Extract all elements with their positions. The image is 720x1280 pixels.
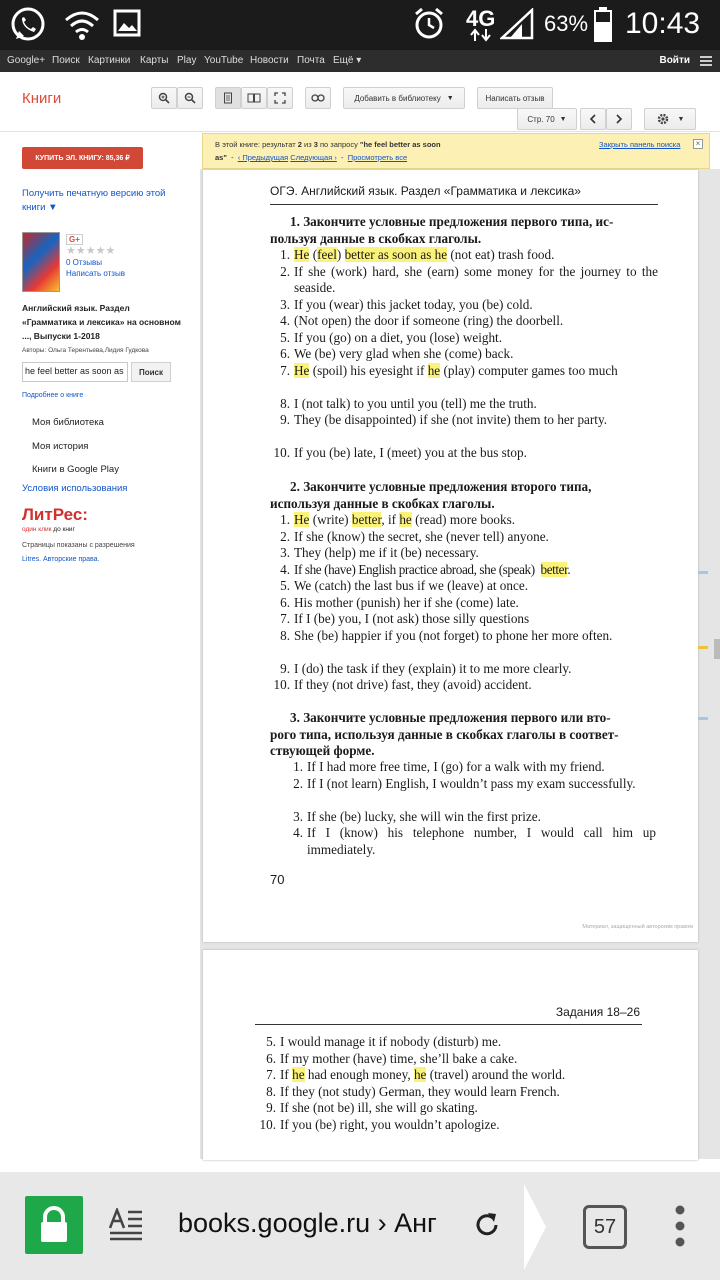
litres-tagline-a: один клик bbox=[22, 526, 52, 533]
ex-1-1: 1. He (feel) better as soon as he (not eat) trash food. bbox=[280, 247, 555, 262]
task-3-exercises-cont bbox=[256, 1034, 636, 1133]
copyright-watermark: Материал, защищенный авторским правом bbox=[582, 924, 693, 930]
gbar-item-play[interactable]: Play bbox=[177, 55, 197, 66]
ex-1-10: 10. If you (be) late, I (meet) you at the bus stop. bbox=[273, 445, 527, 460]
ex-3-2: 2. If I (not learn) English, I wouldn’t pass my exam successfully. bbox=[293, 775, 636, 791]
wifi-question-icon bbox=[64, 8, 100, 42]
litres-logo[interactable]: ЛитРес: bbox=[22, 505, 88, 524]
ex-2-3: 3. They (help) me if it (be) necessary. bbox=[280, 545, 479, 560]
status-bar bbox=[0, 0, 720, 50]
nav-my-history[interactable]: Моя история bbox=[32, 441, 89, 452]
ex-1-8: 8. I (not talk) to you until you (tell) me the truth. bbox=[280, 395, 537, 411]
page-select-label: Стр. 70 bbox=[527, 114, 555, 124]
chevron-right-icon bbox=[615, 114, 623, 124]
task-2-heading bbox=[270, 479, 658, 512]
gbar-item-news[interactable]: Новости bbox=[250, 55, 289, 66]
ex-2-5: 5. We (catch) the last bus if we (leave) at once. bbox=[280, 578, 528, 593]
litres-tagline-b: до книг bbox=[51, 526, 75, 533]
gbar-item-mail[interactable]: Почта bbox=[297, 55, 325, 66]
ex-1-6: 6. We (be) very glad when she (come) back. bbox=[280, 346, 514, 361]
ex-3-6: 6. If my mother (have) time, she’ll bake a cake. bbox=[266, 1050, 518, 1066]
ex-3-8: 8. If they (not study) German, they would learn French. bbox=[266, 1083, 560, 1099]
ex-1-4: 4. (Not open) the door if someone (ring) the doorbell. bbox=[280, 313, 564, 328]
zoom-in-icon bbox=[158, 92, 170, 104]
scroll-marker bbox=[698, 717, 708, 720]
book-title-line-1: Английский язык. Раздел bbox=[22, 303, 130, 313]
results-current: 2 bbox=[297, 140, 302, 149]
link-icon bbox=[311, 93, 325, 103]
write-review-button[interactable] bbox=[477, 87, 553, 109]
permission-line-1: Страницы показаны с разрешения bbox=[22, 542, 135, 549]
search-results-bar bbox=[202, 133, 710, 169]
ex-2-10: 10. If they (not drive) fast, they (avoid) accident. bbox=[273, 677, 532, 692]
gbar-item-maps[interactable]: Карты bbox=[140, 55, 169, 66]
gbar-item-more[interactable] bbox=[333, 55, 361, 66]
results-query-end: as" bbox=[215, 153, 227, 162]
books-brand[interactable]: Книги bbox=[22, 90, 62, 107]
nav-my-library[interactable]: Моя библиотека bbox=[32, 417, 104, 428]
next-page-button[interactable] bbox=[606, 108, 632, 130]
zoom-out-button[interactable] bbox=[177, 87, 203, 109]
book-details-link[interactable]: Подробнее о книге bbox=[22, 392, 84, 399]
fullscreen-icon bbox=[274, 92, 286, 104]
terms-link[interactable]: Условия использования bbox=[22, 483, 128, 494]
task-3-heading bbox=[270, 710, 658, 760]
reader-mode-icon[interactable] bbox=[108, 1208, 144, 1242]
url-field[interactable]: books.google.ru › Анг bbox=[178, 1208, 437, 1238]
add-to-library-label: Добавить в библиотеку bbox=[354, 93, 441, 103]
ex-1-7: 7. He (spoil) his eyesight if he (play) computer games too much bbox=[280, 362, 618, 378]
chevron-left-icon bbox=[589, 114, 597, 124]
fullscreen-button[interactable] bbox=[267, 87, 293, 109]
chevron-down-icon: ▾ bbox=[356, 55, 362, 66]
task-3-line-1 bbox=[270, 710, 658, 727]
more-options-icon[interactable] bbox=[674, 1205, 686, 1247]
page-running-header-2: Задания 18–26 bbox=[555, 1005, 640, 1019]
ex-1-3: 3. If you (wear) this jacket today, you (be) cold. bbox=[280, 296, 533, 312]
battery-percent: 63% bbox=[544, 11, 589, 36]
write-review-link[interactable]: Написать отзыв bbox=[66, 269, 125, 278]
rating-stars: ★★★★★ bbox=[66, 245, 116, 257]
results-nav: as" - ‹ Предыдущая Следующая › - Просмотреть все bbox=[215, 153, 408, 162]
task-2-exercises bbox=[270, 512, 658, 694]
results-of: из bbox=[301, 140, 314, 149]
book-cover[interactable] bbox=[22, 232, 60, 292]
gear-icon bbox=[656, 112, 670, 126]
ex-2-7: 7. If I (be) you, I (not ask) those silly questions bbox=[280, 611, 530, 626]
book-title-line-3: ..., Выпуски 1-2018 bbox=[22, 331, 100, 341]
task-3-exercises bbox=[283, 759, 658, 858]
results-summary bbox=[215, 140, 441, 149]
two-page-view-button[interactable] bbox=[241, 87, 267, 109]
lock-icon bbox=[25, 1196, 83, 1254]
network-type: 4G bbox=[466, 6, 496, 31]
ex-1-5: 5. If you (go) on a diet, you (lose) weight. bbox=[280, 329, 503, 345]
ex-3-10: 10. If you (be) right, you wouldn’t apologize. bbox=[259, 1116, 500, 1132]
print-version-link-2[interactable]: книги ▼ bbox=[22, 202, 58, 213]
add-to-library-button[interactable] bbox=[343, 87, 465, 109]
write-review-label: Написать отзыв bbox=[485, 93, 545, 103]
gbar-item-search[interactable]: Поиск bbox=[52, 55, 80, 66]
reviews-count-link[interactable]: 0 Отзывы bbox=[66, 258, 102, 267]
chevron-down-icon: ▼ bbox=[446, 94, 454, 102]
task-2-line-1 bbox=[270, 479, 658, 496]
results-total: 3 bbox=[313, 140, 318, 149]
book-title-line-2: «Грамматика и лексика» на основном bbox=[22, 317, 181, 327]
scroll-marker-current bbox=[698, 646, 708, 649]
ex-3-7: 7. If he had enough money, he (travel) around the world. bbox=[266, 1067, 566, 1082]
whatsapp-icon bbox=[8, 5, 48, 45]
gbar-more-label: Ещё bbox=[333, 55, 354, 66]
alarm-icon bbox=[413, 6, 445, 40]
print-version-link[interactable]: Получить печатную версию этой bbox=[22, 188, 166, 199]
gbar-item-images[interactable]: Картинки bbox=[88, 55, 131, 66]
chevron-down-icon: ▼ bbox=[677, 115, 685, 123]
header-rule bbox=[270, 204, 658, 205]
page-number: 70 bbox=[270, 872, 285, 887]
book-viewer[interactable] bbox=[200, 169, 720, 1159]
ex-2-6: 6. His mother (punish) her if she (come) late. bbox=[280, 594, 519, 610]
task-3-line-3: ствующей форме. bbox=[270, 743, 375, 758]
task-1-text-1: 1. Закончите условные предложения первого типа, ис- bbox=[290, 214, 614, 229]
gbar-item-youtube[interactable]: YouTube bbox=[204, 55, 244, 66]
results-prefix: В этой книге: результат bbox=[215, 140, 298, 149]
task-1-line-2: пользуя данные в скобках глаголы. bbox=[270, 230, 482, 246]
battery-icon bbox=[593, 6, 613, 42]
google-bar bbox=[0, 50, 720, 72]
permission-line-2[interactable]: Litres. Авторские права. bbox=[22, 556, 100, 563]
secure-connection-button[interactable] bbox=[25, 1196, 83, 1254]
prev-result-link[interactable]: ‹ Предыдущая bbox=[237, 153, 289, 162]
ex-3-5: 5. I would manage it if nobody (disturb) me. bbox=[266, 1034, 502, 1049]
scrollbar-thumb[interactable] bbox=[714, 639, 720, 659]
gallery-icon bbox=[113, 9, 141, 37]
header-rule-2 bbox=[255, 1024, 642, 1025]
book-authors: Авторы: Ольга Терентьева,Лидия Гудкова bbox=[22, 347, 149, 354]
gplus-button[interactable]: G+ bbox=[66, 234, 83, 245]
single-page-view-button[interactable] bbox=[215, 87, 241, 109]
chevron-down-icon: ▼ bbox=[559, 115, 567, 123]
clock: 10:43 bbox=[625, 7, 701, 40]
close-icon[interactable]: × bbox=[693, 139, 703, 149]
book-search-input[interactable]: he feel better as soon as bbox=[22, 362, 128, 382]
reload-icon[interactable] bbox=[472, 1210, 502, 1240]
results-query-label: по запросу bbox=[317, 140, 360, 149]
books-header bbox=[0, 72, 720, 132]
ex-2-4: 4. If she (have) English practice abroad, she (speak) better. bbox=[280, 561, 571, 577]
ex-1-9: 9. They (be disappointed) if she (not invite) them to her party. bbox=[280, 412, 607, 427]
settings-button[interactable] bbox=[644, 108, 696, 130]
prev-page-button[interactable] bbox=[580, 108, 606, 130]
ex-2-9: 9. I (do) the task if they (explain) it to me more clearly. bbox=[280, 660, 572, 676]
results-query: "he feel better as soon bbox=[359, 140, 441, 149]
zoom-out-icon bbox=[184, 92, 196, 104]
ex-2-1: 1. He (write) better, if he (read) more books. bbox=[280, 512, 516, 527]
view-all-link[interactable]: Просмотреть все bbox=[347, 153, 408, 162]
buy-ebook-button[interactable]: КУПИТЬ ЭЛ. КНИГУ: 85,36 ₽ bbox=[22, 147, 143, 169]
url-field-edge bbox=[524, 1184, 548, 1270]
book-search-button[interactable]: Поиск bbox=[131, 362, 171, 382]
nav-google-play-books[interactable]: Книги в Google Play bbox=[32, 464, 119, 475]
ex-2-8: 8. She (be) happier if you (not forget) to phone her more often. bbox=[280, 627, 613, 643]
task-3-line-2: рого типа, используя данные в скобках глаголы в соответ- bbox=[270, 726, 619, 742]
book-page-70 bbox=[203, 170, 698, 942]
two-page-icon bbox=[247, 92, 261, 104]
litres-tagline bbox=[22, 526, 75, 533]
page-running-header: ОГЭ. Английский язык. Раздел «Грамматика и лексика» bbox=[270, 184, 581, 198]
task-3-text-1: 3. Закончите условные предложения первого или вто- bbox=[290, 710, 611, 725]
next-result-link[interactable]: Следующая › bbox=[290, 153, 337, 162]
tab-switcher-button[interactable]: 57 bbox=[583, 1205, 627, 1249]
task-2-line-2: используя данные в скобках глаголы. bbox=[270, 495, 495, 511]
scroll-marker bbox=[698, 571, 708, 574]
ex-3-4: 4. If I (know) his telephone number, I would call him up immediately. bbox=[293, 825, 656, 857]
close-search-panel-link[interactable]: Закрыть панель поиска bbox=[599, 140, 681, 149]
task-1-exercises bbox=[270, 247, 658, 462]
browser-toolbar bbox=[0, 1172, 720, 1280]
task-1-heading bbox=[270, 214, 658, 247]
ex-3-1: 1. If I had more free time, I (go) for a walk with my friend. bbox=[293, 759, 605, 774]
ex-1-2: 2. If she (work) hard, she (earn) some money for the journey to the seaside. bbox=[280, 263, 658, 295]
single-page-icon bbox=[222, 92, 234, 104]
signal-icon bbox=[500, 8, 534, 40]
ex-2-2: 2. If she (know) the secret, she (never tell) anyone. bbox=[280, 528, 549, 544]
data-arrows-icon bbox=[470, 28, 492, 42]
page-select[interactable] bbox=[517, 108, 577, 130]
menu-icon[interactable] bbox=[698, 53, 714, 69]
task-1-line-1 bbox=[270, 214, 658, 231]
task-2-text-1: 2. Закончите условные предложения второго типа, bbox=[290, 479, 592, 494]
zoom-in-button[interactable] bbox=[151, 87, 177, 109]
ex-3-3: 3. If she (be) lucky, she will win the first prize. bbox=[293, 808, 541, 824]
link-button[interactable] bbox=[305, 87, 331, 109]
book-page-71 bbox=[203, 950, 698, 1160]
ex-3-9: 9. If she (not be) ill, she will go skating. bbox=[266, 1100, 478, 1115]
gbar-item-googleplus[interactable]: Google+ bbox=[7, 55, 46, 66]
signin-link[interactable]: Войти bbox=[659, 55, 690, 66]
